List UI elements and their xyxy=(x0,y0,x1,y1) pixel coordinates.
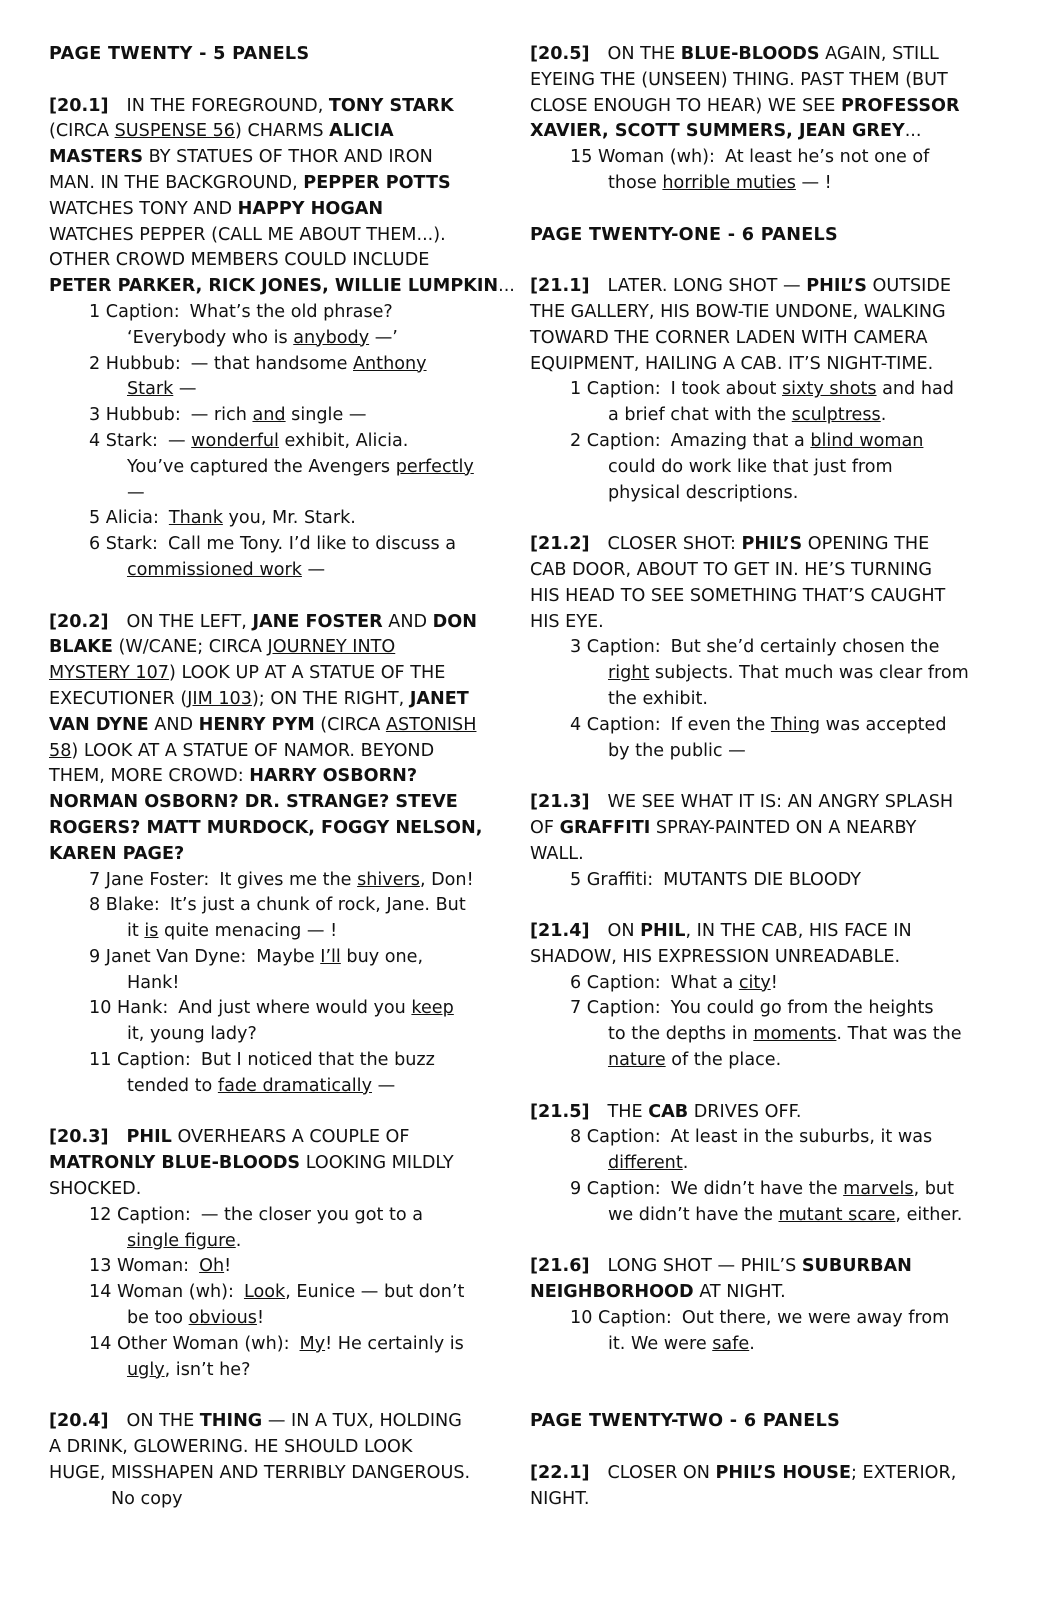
dialogue-1: 1 Caption: What’s the old phrase? xyxy=(89,301,393,322)
panel-21-6: [21.6] LONG SHOT — PHIL’S SUBURBAN NEIGHBORHOOD AT NIGHT. 10 Caption: Out there, we were away from it. We were safe. xyxy=(530,1254,1000,1357)
panel-20-5: [20.5] ON THE BLUE-BLOODS AGAIN, STILL EYEING THE (UNSEEN) THING. PAST THEM (BUT CLOSE ENOUGH TO HEAR) WE SEE PROFESSOR XAVIER, SCOTT SUMMERS, JEAN GREY... 15 Woman (wh): At least he’s not one of those horrible muties — ! xyxy=(530,42,1000,197)
caption-21-10: 10 Caption: Out there, we were away from xyxy=(570,1308,950,1329)
panel-21-5: [21.5] THE CAB DRIVES OFF. 8 Caption: At least in the suburbs, it was different. 9 Caption: We didn’t have the marvels, but we didn’t have the mutant scare, either. xyxy=(530,1100,1000,1229)
caption-21-7: 7 Caption: You could go from the heights xyxy=(570,998,934,1019)
dialogue-4: 4 Stark: — wonderful exhibit, Alicia. xyxy=(89,430,409,451)
dialogue-14-other: 14 Other Woman (wh): My! He certainly is xyxy=(89,1333,464,1354)
dialogue-3: 3 Hubbub: — rich and single — xyxy=(89,405,367,426)
dialogue-15: 15 Woman (wh): At least he’s not one of xyxy=(570,147,930,168)
caption-21-2: 2 Caption: Amazing that a blind woman xyxy=(570,430,924,451)
dialogue-7: 7 Jane Foster: It gives me the shivers, Don! xyxy=(89,869,474,890)
panel-20-3: [20.3] PHIL OVERHEARS A COUPLE OF MATRONLY BLUE-BLOODS LOOKING MILDLY SHOCKED. 12 Caption: — the closer you got to a single figure. 13 Woman: Oh! 14 Woman (wh): Look, Eunice — but don’t be too obvious! 14 Other Woman (wh): My! He certainly is ugly, isn’t he? xyxy=(49,1125,519,1383)
page-twenty-heading: PAGE TWENTY - 5 PANELS xyxy=(49,44,310,64)
no-copy-note: No copy xyxy=(111,1488,183,1509)
panel-21-2: [21.2] CLOSER SHOT: PHIL’S OPENING THE CAB DOOR, ABOUT TO GET IN. HE’S TURNING HIS HEAD TO SEE SOMETHING THAT’S CAUGHT HIS EYE. 3 Caption: But she’d certainly chosen the right subjects. That much was clear from the exhibit. 4 Caption: If even the Thing was accepted by the public — xyxy=(530,532,1000,764)
panel-20-1: [20.1] IN THE FOREGROUND, TONY STARK (CIRCA SUSPENSE 56) CHARMS ALICIA MASTERS BY STATUES OF THOR AND IRON MAN. IN THE BACKGROUND, PEPPER POTTS WATCHES TONY AND HAPPY HOGAN WATCHES PEPPER (CALL ME ABOUT THEM...). OTHER CROWD MEMBERS COULD INCLUDE PETER PARKER, RICK JONES, WILLIE LUMPKIN... 1 Caption: What’s the old phrase? ‘Everybody who is anybody —’ 2 Hubbub: — that handsome Anthony Stark — 3 Hubbub: — rich and single — 4 Stark: — wonderful exhibit, Alicia. You’ve captured the Avengers perfectly — 5 Alicia: Thank you, Mr. Stark. 6 Stark: Call me Tony. I’d like to discuss a commissioned work — xyxy=(49,94,519,584)
caption-21-3: 3 Caption: But she’d certainly chosen the xyxy=(570,637,940,658)
caption-21-4: 4 Caption: If even the Thing was accepted xyxy=(570,714,947,735)
panel-21-4: [21.4] ON PHIL, IN THE CAB, HIS FACE IN SHADOW, HIS EXPRESSION UNREADABLE. 6 Caption: What a city! 7 Caption: You could go from the heights to the depths in moments. That was the nature of the place. xyxy=(530,919,1000,1074)
graffiti-5: 5 Graffiti: MUTANTS DIE BLOODY xyxy=(570,869,862,890)
dialogue-6: 6 Stark: Call me Tony. I’d like to discuss a xyxy=(89,534,457,555)
left-column xyxy=(49,42,519,1512)
panel-21-3: [21.3] WE SEE WHAT IT IS: AN ANGRY SPLASH OF GRAFFITI SPRAY-PAINTED ON A NEARBY WALL. 5 Graffiti: MUTANTS DIE BLOODY xyxy=(530,790,1000,893)
panel-20-2: [20.2] ON THE LEFT, JANE FOSTER AND DON BLAKE (W/CANE; CIRCA JOURNEY INTO MYSTERY 107) LOOK UP AT A STATUE OF THE EXECUTIONER (JIM 103); ON THE RIGHT, JANET VAN DYNE AND HENRY PYM (CIRCA ASTONISH 58) LOOK AT A STATUE OF NAMOR. BEYOND THEM, MORE CROWD: HARRY OSBORN? NORMAN OSBORN? DR. STRANGE? STEVE ROGERS? MATT MURDOCK, FOGGY NELSON, KAREN PAGE? 7 Jane Foster: It gives me the shivers, Don! 8 Blake: It’s just a chunk of rock, Jane. But it is quite menacing — ! 9 Janet Van Dyne: Maybe I’ll buy one, Hank! 10 Hank: And just where would you keep it, young lady? 11 Caption: But I noticed that the buzz tended to fade dramatically — xyxy=(49,610,519,1100)
dialogue-8: 8 Blake: It’s just a chunk of rock, Jane. But xyxy=(89,895,466,916)
dialogue-12: 12 Caption: — the closer you got to a xyxy=(89,1204,424,1225)
dialogue-5: 5 Alicia: Thank you, Mr. Stark. xyxy=(89,508,356,529)
right-column xyxy=(530,42,1000,1512)
panel-20-4: [20.4] ON THE THING — IN A TUX, HOLDING A DRINK, GLOWERING. HE SHOULD LOOK HUGE, MISSHAPEN AND TERRIBLY DANGEROUS. No copy xyxy=(49,1409,519,1512)
caption-21-8: 8 Caption: At least in the suburbs, it was xyxy=(570,1127,933,1148)
page-twenty-one-heading: PAGE TWENTY-ONE - 6 PANELS xyxy=(530,224,839,245)
dialogue-11: 11 Caption: But I noticed that the buzz xyxy=(89,1050,435,1071)
dialogue-10: 10 Hank: And just where would you keep xyxy=(89,998,454,1019)
panel-21-1: [21.1] LATER. LONG SHOT — PHIL’S OUTSIDE THE GALLERY, HIS BOW-TIE UNDONE, WALKING TOWARD THE CORNER LADEN WITH CAMERA EQUIPMENT, HAILING A CAB. IT’S NIGHT-TIME. 1 Caption: I took about sixty shots and had a brief chat with the sculptress. 2 Caption: Amazing that a blind woman could do work like that just from physical descriptions. xyxy=(530,274,1000,506)
caption-21-9: 9 Caption: We didn’t have the marvels, but xyxy=(570,1179,954,1200)
dialogue-2: 2 Hubbub: — that handsome Anthony xyxy=(89,353,427,374)
page-twenty-two-heading: PAGE TWENTY-TWO - 6 PANELS xyxy=(530,1411,841,1432)
caption-21-1: 1 Caption: I took about sixty shots and had xyxy=(570,379,954,400)
caption-21-6: 6 Caption: What a city! xyxy=(570,972,778,993)
panel-22-1: [22.1] CLOSER ON PHIL’S HOUSE; EXTERIOR, NIGHT. xyxy=(530,1462,957,1509)
dialogue-13: 13 Woman: Oh! xyxy=(89,1256,232,1277)
dialogue-14: 14 Woman (wh): Look, Eunice — but don’t xyxy=(89,1282,465,1303)
dialogue-9: 9 Janet Van Dyne: Maybe I’ll buy one, xyxy=(89,946,424,967)
